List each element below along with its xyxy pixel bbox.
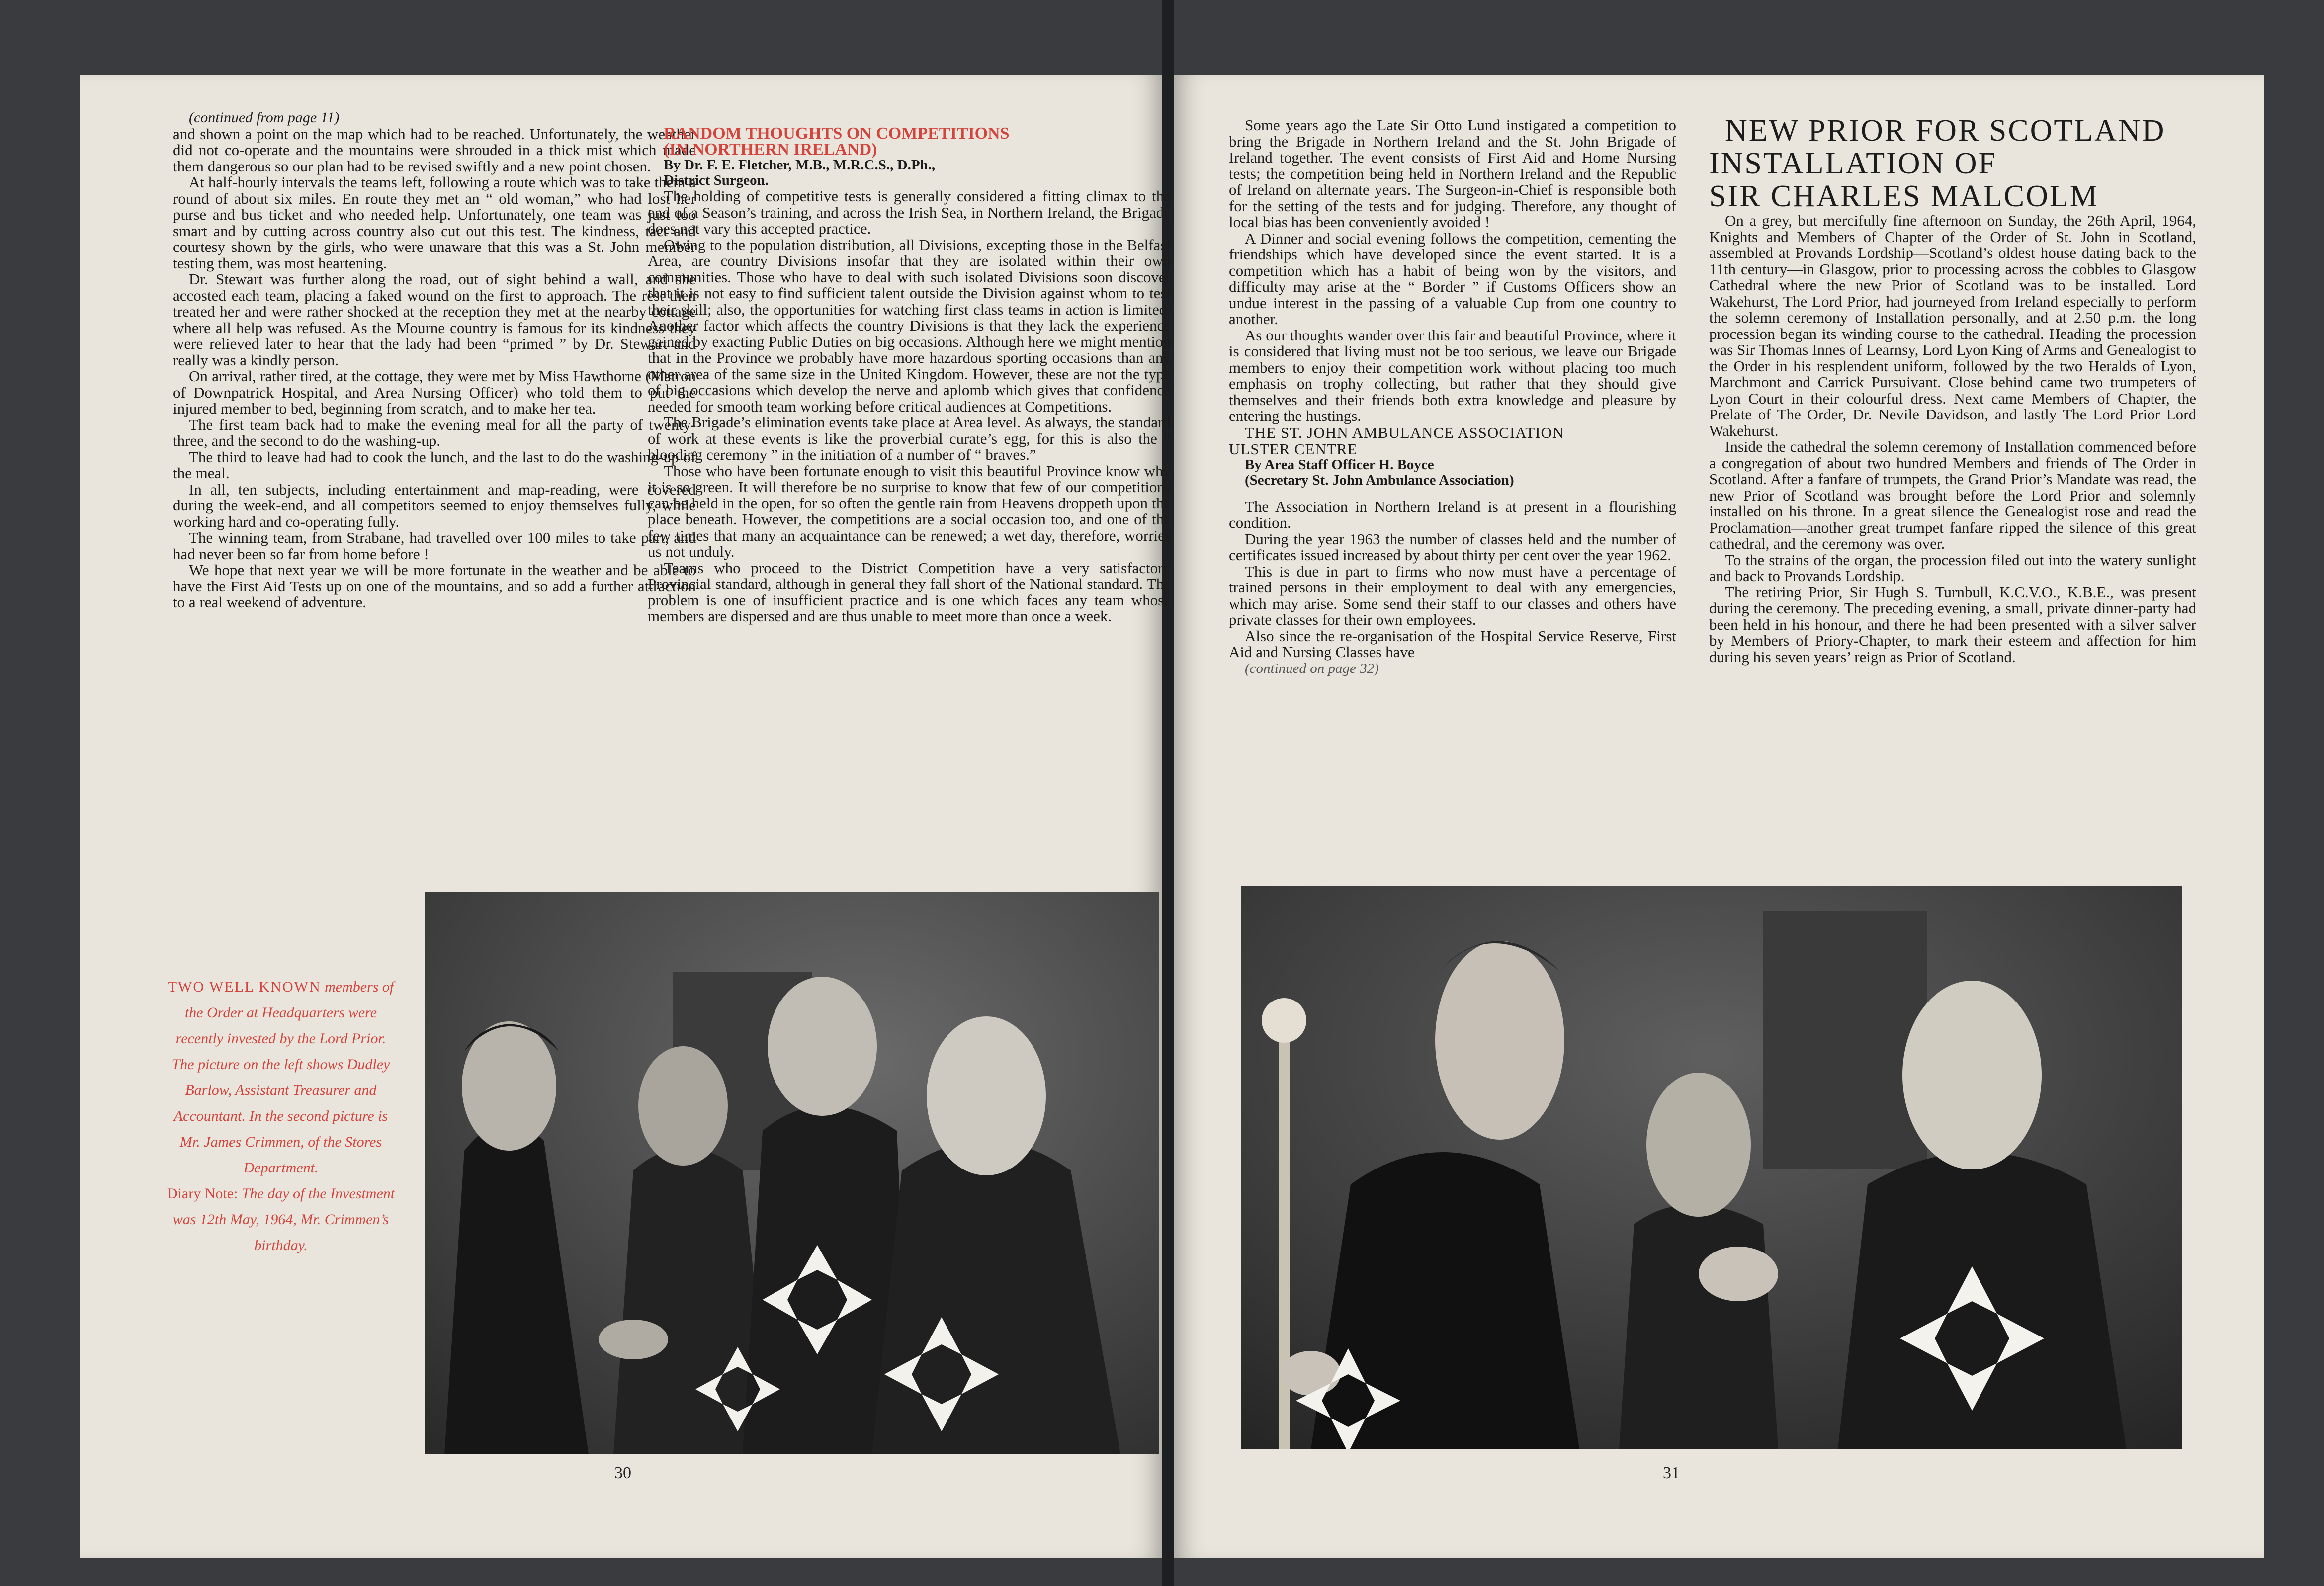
paragraph: At half-hourly intervals the teams left, following a route which was to take them a round of about six miles. En route they met an “ old woman,” who had lost her purse and bus ticket and who needed help. Unfortunately, one team was just too smart and by cutting across country also cut out this test. The kindness, tact and courtesy shown by the girls, who were unaware that this was a St. John member testing them, was most heartening. [173,173,696,272]
paragraph: Those who have been fortunate enough to visit this beautiful Province know why it is so green. It will therefore be no surprise to know that few of our competitions can be held in the open, for so often the gentle rain from Heavens droppeth upon the place beneath. However, the competitions are a social occasion too, and one of the few times that many an acquaintance can be renewed; a wet day, therefore, worries us not unduly. [648,462,1171,560]
paragraph: and shown a point on the map which had to be reached. Unfortunately, the weather did not co-operate and the mountains were shrouded in a thick mist which made them dangerous so our plan had to be revised swiftly and a new point chosen. [173,125,696,175]
investiture-photo-left-image [425,892,1159,1454]
paragraph: The third to leave had had to cook the lunch, and the last to do the washing-up of the meal. [173,448,696,482]
article-byline-role: District Surgeon. [664,172,769,188]
paragraph: The Association in Northern Ireland is at present in a flourishing condition. [1229,498,1676,531]
caption-text: members of the Order at Headquarters were recently invested by the Lord Prior. The picture on the left shows Dudley Barlow, Assistant Treasurer and Accountant. In the second picture is Mr. James Crimmen, of the Stores Department. [172,979,394,1176]
investiture-photo-right-image [1241,886,2182,1449]
page-number: 31 [1663,1464,1680,1482]
investiture-photo-right [1241,886,2182,1449]
paragraph: The winning team, from Strabane, had travelled over 100 miles to take part, and had never been so far from home before ! [173,529,696,563]
paragraph: In all, ten subjects, including entertainment and map-reading, were covered during the week-end, and all competitors seemed to enjoy themselves fully, while working hard and co-operating fully. [173,480,696,530]
paragraph: The first team back had to make the evening meal for all the party of twenty-three, and the second to do the washing-up. [173,416,696,449]
paragraph: Inside the cathedral the solemn ceremony of Installation commenced before a congregation of about two hundred Members and friends of The Order in Scotland. After a fanfare of trumpets, the Grand Prior’s Mandate was read, the new Prior of Scotland was brought before the Lord Prior and solemnly installed on his throne. In a great silence the Genealogist rose and read the Proclamation—another great trumpet fanfare ripped the silence of this great cathedral, and the ceremony was over. [1709,438,2196,552]
page-30 [80,75,1171,1558]
continued-on-note: (continued on page 32) [1245,660,1379,676]
diary-note-label: Diary Note: [167,1185,238,1202]
paragraph: Owing to the population distribution, all Divisions, excepting those in the Belfast Area, are country Divisions insofar that they are isolated within their own communities. Those who have to deal with such isolated Divisions soon discover that it is not easy to find sufficient talent outside the Division against whom to test their skill; also, the opportunities for watching first class teams in action is limited. Another factor which affects the country Divisions is that they lack the experience gained by exacting Public Duties on big occasions. Although here we might mention that in the Province we probably have more hazardous sporting occasions than any other area of the same size in the United Kingdom. However, these are not the type of big occasions which develop the nerve and aplomb which gives that confidence needed for smooth team working before critical audiences at Competitions. [648,236,1171,415]
paragraph: Dr. Stewart was further along the road, out of sight behind a wall, and she accosted each team, placing a faked wound on the first to approach. The rest then treated her and were rather shocked at the reception they met at the nearby cottage where all help was refused. As the Mourne country is famous for its kindness they were relieved later to hear that the lady had been “primed ” by Dr. Stewart and really was a kindly person. [173,270,696,369]
paragraph: Teams who proceed to the District Competition have a very satisfactory Provincial standard, although in general they fall short of the National standard. The problem is one of insufficient practice and is one which faces any team whose members are dispersed and are thus unable to meet more than once a week. [648,559,1171,625]
paragraph: On a grey, but mercifully fine afternoon on Sunday, the 26th April, 1964, Knights and Members of Chapter of the Order of St. John in Scotland, assembled at Provands Lordship—Scotland’s oldest house dating back to the 11th century—in Glasgow, prior to processing across the cobbles to Glasgow Cathedral where the new Prior of Scotland was to be installed. Lord Wakehurst, The Lord Prior, had journeyed from Ireland especially to perform the solemn ceremony of Installation personally, and at 2.50 p.m. the long procession began its winding course to the cathedral. Heading the procession was Sir Thomas Innes of Learnsy, Lord Lyon King of Arms and Genealogist to the Order in his resplendent uniform, followed by the two Heralds of Lyon, Marchmont and Carrick Pursuivant. Close behind came two trumpeters of Lyon Court in their colourful dress. Next came Members of Chapter, the Prelate of The Order, Dr. Nevile Davidson, and lastly The Lord Prior Lord Wakehurst. [1709,212,2196,439]
page-31 [1174,75,2264,1558]
headline-line3: SIR CHARLES MALCOLM [1709,179,2099,213]
paragraph: To the strains of the organ, the procession filed out into the watery sunlight and back to Provands Lordship. [1709,551,2196,584]
paragraph: The Brigade’s elimination events take place at Area level. As always, the standard of work at these events is like the proverbial curate’s egg, for this is also the “ blooding ceremony ” in the initiation of a number of “ braves.” [648,414,1171,463]
caption-lead: TWO WELL KNOWN [168,979,321,995]
headline [1709,114,2196,213]
diary-note-text: The day of the Investment was 12th May, 1964, Mr. Crimmen’s birthday. [172,1185,395,1253]
continued-from-note: (continued from page 11) [189,109,340,126]
paragraph: A Dinner and social evening follows the competition, cementing the friendships which have developed since the event started. It is a competition which has a habit of being won by the visitors, and difficulty may arise at the “ Border ” if Customs Officers show an undue interest in the passing of a valuable Cup from one country to another. [1229,229,1676,328]
article-title: RANDOM THOUGHTS ON COMPETITIONS [664,124,1010,143]
paragraph: Some years ago the Late Sir Otto Lund instigated a competition to bring the Brigade in Northern Ireland and the St. John Brigade of Ireland together. The event consists of First Aid and Home Nursing tests; the competition being held in Northern Ireland and the Republic of Ireland on alternate years. The Surgeon-in-Chief is responsible both for the setting of the tests and for judging. Therefore, any thought of local bias has been conveniently avoided ! [1229,116,1676,231]
headline-line2: INSTALLATION OF [1709,147,1997,180]
paragraph: The retiring Prior, Sir Hugh S. Turnbull, K.C.V.O., K.B.E., was present during the ceremony. The preceding evening, a small, private dinner-party had been held in his honour, and there he had been presented with a silver salver by Members of Priory-Chapter, to mark their esteem and affection for him during his seven years’ reign as Prior of Scotland. [1709,583,2196,666]
section-byline: By Area Staff Officer H. Boyce [1245,456,1434,473]
page-number: 30 [614,1464,631,1482]
section-title-line1: THE ST. JOHN AMBULANCE ASSOCIATION [1245,423,1564,441]
paragraph: Also since the re-organisation of the Hospital Service Reserve, First Aid and Nursing Classes have [1229,627,1676,661]
photo-caption [167,974,395,1258]
article-byline: By Dr. F. E. Fletcher, M.B., M.R.C.S., D.Ph., [664,157,936,173]
paragraph: This is due in part to firms who now must have a percentage of trained persons in their employment to deal with any emergencies, which may arise. Some send their staff to our classes and others have private classes for their own employees. [1229,562,1676,628]
paragraph: We hope that next year we will be more fortunate in the weather and be able to have the First Aid Tests up on one of the mountains, and so add a further attraction to a real weekend of adventure. [173,561,696,611]
section-title [1229,424,1676,457]
left-column-2 [648,126,1171,625]
right-column-1 [1229,117,1676,676]
right-column-2 [1709,114,2196,665]
section-title-line2: ULSTER CENTRE [1229,440,1358,458]
paragraph: On arrival, rather tired, at the cottage, they were met by Miss Hawthorne (Matron of Downpatrick Hospital, and Area Nursing Officer) who told them to put the injured member to bed, beginning from scratch, and to make her tea. [173,367,696,417]
investiture-photo-left [425,892,1159,1454]
article-title-sub: (IN NORTHERN IRELAND) [664,140,877,159]
paragraph: As our thoughts wander over this fair and beautiful Province, where it is considered that living must not be too serious, we leave our Brigade members to enjoy their competition work without placing too much emphasis on trophy collecting, but rather that they should give themselves and their friends both extra knowledge and pleasure by entering the hustings. [1229,326,1676,424]
left-column-1 [173,110,696,611]
section-byline-role: (Secretary St. John Ambulance Association) [1245,472,1514,488]
paragraph: The holding of competitive tests is generally considered a fitting climax to the end of a Season’s training, and across the Irish Sea, in Northern Ireland, the Brigade does not vary this accepted practice. [648,187,1171,237]
headline-line1: NEW PRIOR FOR SCOTLAND [1725,114,2166,148]
paragraph: During the year 1963 the number of classes held and the number of certificates issued increased by about thirty per cent over the year 1962. [1229,530,1676,564]
